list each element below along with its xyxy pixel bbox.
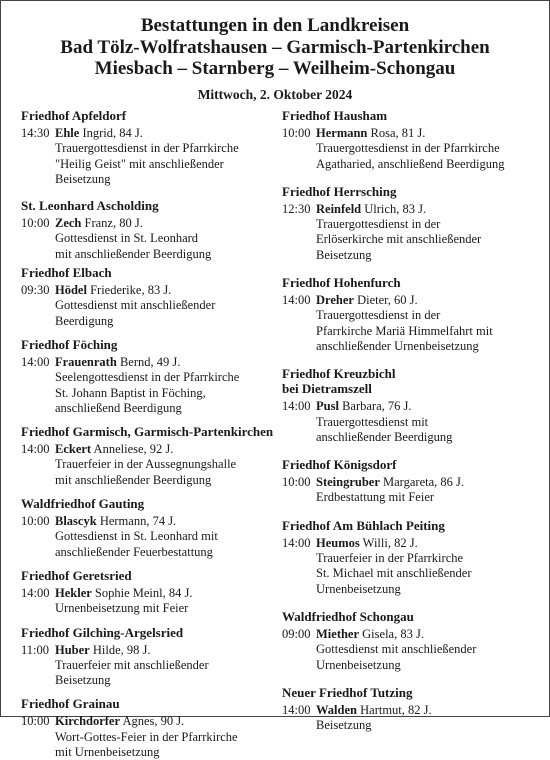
deceased-person (55, 442, 282, 457)
service-description-line: Trauergottesdienst mit (316, 414, 429, 429)
deceased-name-age: Gisela, 83 J. (359, 626, 424, 641)
burial-time: 14:00 (21, 585, 50, 600)
deceased-name-age: Ulrich, 83 J. (361, 201, 427, 216)
burial-entry (21, 283, 282, 329)
service-description-line: Urnenbeisetzung (316, 581, 401, 596)
cemetery-block (21, 198, 282, 262)
cemetery-block (21, 625, 282, 689)
cemetery-name-part: Friedhof Kreuzbichl (282, 366, 396, 382)
cemetery-name: Friedhof Herrsching (282, 183, 397, 199)
deceased-surname: Steingruber (316, 475, 380, 490)
burial-details (52, 355, 282, 416)
cemetery-name: Friedhof Föching (21, 336, 118, 352)
deceased-person (55, 283, 282, 298)
cemetery-name: Friedhof Garmisch, Garmisch-Partenkirchen (21, 424, 274, 440)
burial-details (313, 126, 532, 172)
burial-time: 12:30 (282, 201, 311, 216)
deceased-name-age: Barbara, 76 J. (338, 399, 412, 414)
service-description-line: Trauerfeier in der Pfarrkirche (316, 551, 464, 566)
service-description-line: Agatharied, anschließend Beerdigung (316, 156, 505, 171)
burial-details (313, 703, 532, 734)
title-line-3: Miesbach – Starnberg – Weilheim-Schongau (94, 58, 456, 79)
service-description-line: anschließender Urnenbeisetzung (316, 338, 479, 353)
burial-time: 14:00 (282, 293, 311, 308)
cemetery-name: St. Leonhard Ascholding (21, 198, 159, 214)
left-column (21, 108, 282, 760)
burial-entry (21, 216, 282, 262)
cemetery-block (21, 496, 282, 560)
service-description-line: St. Michael mit anschließender (316, 566, 472, 581)
burial-details (313, 399, 532, 445)
deceased-name-age: Friederike, 83 J. (86, 283, 172, 298)
burial-entry (282, 202, 532, 263)
burial-details (52, 714, 282, 760)
burial-entry (21, 355, 282, 416)
service-description-line: Wort-Gottes-Feier in der Pfarrkirche (55, 729, 238, 744)
service-description-line: mit Urnenbeisetzung (55, 745, 160, 760)
cemetery-name: Friedhof Hausham (282, 108, 388, 123)
deceased-name-age: Hermann, 74 J. (96, 514, 177, 529)
burial-time: 10:00 (21, 216, 50, 231)
burial-time: 09:30 (21, 283, 50, 298)
burial-time: 10:00 (21, 514, 50, 529)
service-description-line: Beisetzung (55, 673, 111, 688)
cemetery-block (282, 184, 532, 263)
burial-details (313, 536, 532, 597)
deceased-surname: Reinfeld (316, 201, 362, 216)
cemetery-block (282, 685, 532, 734)
service-description-line: mit anschließender Beerdigung (55, 472, 212, 487)
service-description-line: Beisetzung (55, 171, 111, 186)
cemetery-block (21, 696, 282, 760)
deceased-name-age: Margareta, 86 J. (379, 475, 465, 490)
cemetery-block (282, 518, 532, 597)
burial-entry (21, 714, 282, 760)
burial-entry (21, 514, 282, 560)
service-description-line: Trauergottesdienst in der Pfarrkirche (316, 141, 500, 156)
deceased-person (55, 514, 282, 529)
cemetery-block (21, 265, 282, 329)
burial-entry (282, 627, 532, 673)
cemetery-name: Friedhof Hohenfurch (282, 275, 401, 291)
listing-columns (21, 108, 537, 760)
cemetery-block (282, 275, 532, 354)
burial-details (52, 514, 282, 560)
deceased-surname: Hermann (316, 126, 368, 140)
listing-date: Mittwoch, 2. Oktober 2024 (197, 86, 353, 102)
deceased-surname: Pusl (316, 399, 339, 414)
deceased-person (55, 216, 282, 231)
service-description-line: anschließender Beerdigung (316, 429, 453, 444)
service-description-line: Erdbestattung mit Feier (316, 490, 435, 505)
cemetery-block (21, 108, 282, 187)
deceased-name-age: Hilde, 98 J. (89, 642, 151, 657)
cemetery-block (282, 457, 532, 506)
burial-time: 10:00 (282, 475, 311, 490)
cemetery-block (21, 424, 282, 488)
deceased-name-age: Hartmut, 82 J. (357, 702, 432, 717)
deceased-name-age: Sophie Meinl, 84 J. (91, 585, 193, 600)
burial-entry (21, 442, 282, 488)
title-line-1: Bestattungen in den Landkreisen (140, 15, 410, 36)
service-description-line: Gottesdienst in St. Leonhard mit (55, 529, 218, 544)
burial-details (52, 283, 282, 329)
deceased-person (316, 703, 532, 718)
cemetery-name: Friedhof Geretsried (21, 567, 132, 583)
burial-entry (21, 126, 282, 187)
burial-details (313, 293, 532, 354)
service-description-line: Trauerfeier mit anschließender (55, 657, 209, 672)
deceased-surname: Kirchdorfer (55, 714, 121, 729)
deceased-surname: Eckert (55, 442, 92, 457)
deceased-name-age: Ingrid, 84 J. (79, 126, 143, 140)
service-description-line: Beerdigung (55, 313, 114, 328)
service-description-line: Urnenbeisetzung mit Feier (55, 601, 189, 616)
burial-details (52, 442, 282, 488)
burial-time: 14:00 (282, 702, 311, 717)
deceased-person (316, 126, 532, 141)
cemetery-name: Friedhof Elbach (21, 265, 112, 281)
deceased-surname: Frauenrath (55, 354, 117, 369)
service-description-line: anschließend Beerdigung (55, 400, 182, 415)
burial-entry (282, 126, 532, 172)
title-line-2: Bad Tölz-Wolfratshausen – Garmisch-Partenkirchen (60, 36, 490, 58)
service-description-line: "Heilig Geist" mit anschließender (55, 156, 224, 171)
cemetery-name: Waldfriedhof Gauting (21, 496, 145, 512)
deceased-person (55, 355, 282, 370)
deceased-surname: Blascyk (55, 514, 97, 529)
deceased-surname: Dreher (316, 293, 354, 308)
cemetery-name: Neuer Friedhof Tutzing (282, 684, 413, 700)
burial-time: 14:00 (21, 442, 50, 457)
cemetery-block (21, 337, 282, 416)
deceased-name-age: Rosa, 81 J. (367, 126, 426, 140)
service-description-line: Trauergottesdienst in der (316, 217, 441, 232)
deceased-name-age: Dieter, 60 J. (353, 293, 418, 308)
burial-details (52, 586, 282, 617)
service-description-line: Gottesdienst mit anschließender (316, 642, 477, 657)
burial-time: 14:00 (21, 354, 50, 369)
cemetery-name: Friedhof Grainau (21, 696, 120, 712)
burial-time: 10:00 (21, 714, 50, 729)
deceased-name-age: Agnes, 90 J. (120, 714, 185, 729)
deceased-name-age: Anneliese, 92 J. (91, 442, 174, 457)
service-description-line: Trauergottesdienst in der Pfarrkirche (55, 141, 239, 156)
service-description-line: Seelengottesdienst in der Pfarrkirche (55, 370, 240, 385)
burial-details (52, 126, 282, 187)
service-description-line: Beisetzung (316, 247, 372, 262)
cemetery-name: Friedhof Am Bühlach Peiting (282, 517, 445, 533)
cemetery-block (21, 568, 282, 617)
burial-entry (282, 399, 532, 445)
burial-entry (21, 643, 282, 689)
deceased-person (316, 627, 532, 642)
burial-entry (282, 703, 532, 734)
deceased-surname: Huber (55, 642, 90, 657)
service-description-line: Beisetzung (316, 718, 372, 733)
burial-entry (282, 536, 532, 597)
cemetery-name (282, 366, 532, 396)
deceased-person (55, 126, 282, 141)
service-description-line: Urnenbeisetzung (316, 657, 401, 672)
deceased-surname: Walden (316, 702, 357, 717)
service-description-line: Trauergottesdienst in der (316, 308, 441, 323)
burial-entry (282, 475, 532, 506)
service-description-line: Erlöserkirche mit anschließender (316, 232, 482, 247)
cemetery-name: Friedhof Apfeldorf (21, 108, 127, 123)
service-description-line: mit anschließender Beerdigung (55, 246, 212, 261)
deceased-person (316, 202, 532, 217)
deceased-person (316, 475, 532, 490)
deceased-surname: Miether (316, 626, 360, 641)
burial-time: 14:00 (282, 535, 311, 550)
burial-time: 14:30 (21, 126, 50, 140)
burial-details (52, 643, 282, 689)
cemetery-block (282, 108, 532, 172)
deceased-name-age: Bernd, 49 J. (116, 354, 181, 369)
listing-header (1, 1, 549, 103)
deceased-surname: Ehle (55, 126, 80, 140)
deceased-surname: Zech (55, 216, 82, 231)
service-description-line: Gottesdienst in St. Leonhard (55, 231, 199, 246)
right-column (282, 108, 532, 760)
burial-details (313, 202, 532, 263)
burial-entry (21, 586, 282, 617)
cemetery-name: Waldfriedhof Schongau (282, 608, 414, 624)
service-description-line: St. Johann Baptist in Föching, (55, 385, 206, 400)
burial-time: 09:00 (282, 626, 311, 641)
cemetery-name: Friedhof Gilching-Argelsried (21, 624, 184, 640)
service-description-line: Gottesdienst mit anschließender (55, 298, 216, 313)
cemetery-name: Friedhof Königsdorf (282, 457, 397, 473)
burial-details (52, 216, 282, 262)
burial-details (313, 475, 532, 506)
deceased-surname: Hödel (55, 283, 87, 298)
burial-entry (282, 293, 532, 354)
deceased-name-age: Willi, 82 J. (359, 535, 418, 550)
deceased-surname: Hekler (55, 585, 92, 600)
burial-time: 10:00 (282, 126, 311, 140)
service-description-line: anschließender Feuerbestattung (55, 544, 213, 559)
deceased-person (316, 399, 532, 414)
deceased-surname: Heumos (316, 535, 360, 550)
service-description-line: Pfarrkirche Mariä Himmelfahrt mit (316, 323, 493, 338)
burial-time: 14:00 (282, 399, 311, 414)
deceased-person (316, 536, 532, 551)
cemetery-block (282, 366, 532, 445)
deceased-name-age: Franz, 80 J. (81, 216, 143, 231)
deceased-person (55, 643, 282, 658)
deceased-person (55, 586, 282, 601)
cemetery-name-part: bei Dietramszell (282, 381, 372, 397)
burial-time: 11:00 (21, 642, 50, 657)
cemetery-block (282, 609, 532, 673)
deceased-person (316, 293, 532, 308)
burial-details (313, 627, 532, 673)
service-description-line: Trauerfeier in der Aussegnungshalle (55, 457, 237, 472)
